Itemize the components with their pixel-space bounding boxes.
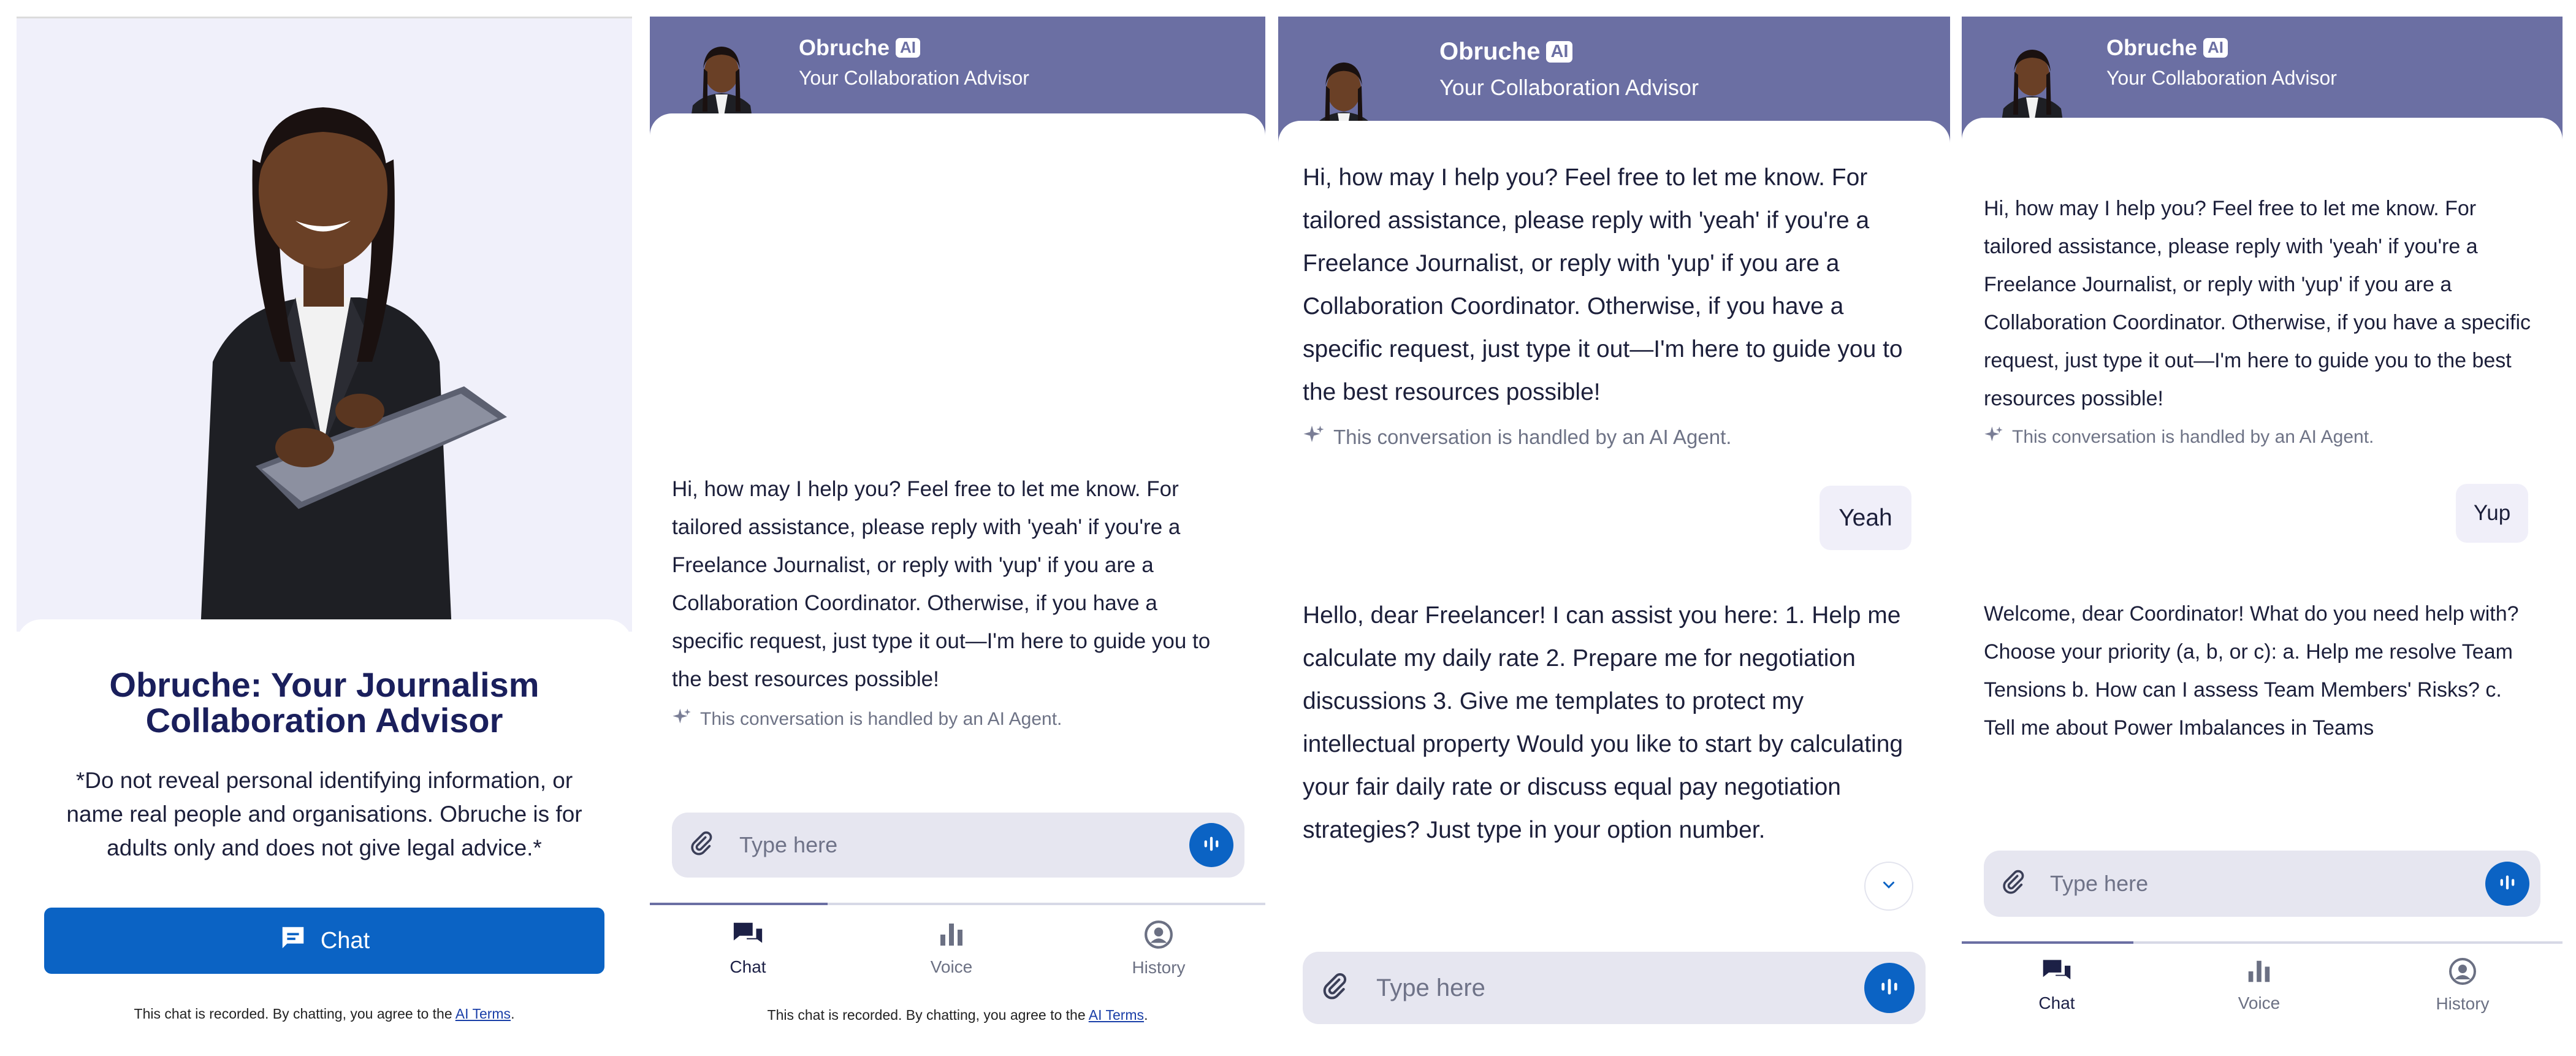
brand-name: Obruche — [2106, 35, 2198, 60]
advisor-subtitle: Your Collaboration Advisor — [2106, 67, 2337, 89]
bot-reply-message: Hello, dear Freelancer! I can assist you here: 1. Help me calculate my daily rate 2. Prepare me for negotiation discussions 3. Give me templates to protect my intellectual property Would you like to start by calculating your fair daily rate or discuss equal pay negotiation strategies? Just type in your option number. — [1303, 602, 1903, 843]
ai-agent-notice — [1303, 424, 1731, 451]
sparkle-icon — [1303, 424, 1325, 451]
chat-bubbles-icon — [731, 920, 764, 952]
voice-wave-icon — [1201, 833, 1222, 857]
ai-terms-link[interactable]: AI Terms — [1088, 1007, 1145, 1023]
chat-bubbles-icon — [2041, 957, 2073, 989]
voice-wave-icon — [2497, 872, 2518, 896]
user-message: Yeah — [1820, 486, 1911, 550]
recording-notice-end: . — [511, 1006, 515, 1022]
paperclip-icon[interactable] — [689, 832, 714, 859]
tab-chat[interactable] — [650, 905, 846, 991]
recording-notice — [17, 1006, 632, 1022]
brand-name: Obruche — [1439, 38, 1541, 65]
disclaimer-text: *Do not reveal personal identifying information, or name real people and organisations. Obruche is for adults only and does not give legal advice.* — [66, 768, 582, 860]
ai-agent-notice — [672, 707, 1062, 732]
tab-chat[interactable] — [1962, 944, 2152, 1027]
chat-screen-freelancer — [1278, 17, 1950, 1039]
advisor-name — [1439, 38, 1572, 66]
bot-greeting-message: Hi, how may I help you? Feel free to let me know. For tailored assistance, please reply with 'yeah' if you're a Freelance Journalist, or reply with 'yup' if you are a Collaboration Coordinator. Otherwise, if you have a specific request, just type it out—I'm here to guide you to the best resources possible! — [672, 477, 1211, 691]
advisor-subtitle: Your Collaboration Advisor — [799, 67, 1029, 89]
ai-agent-notice-text: This conversation is handled by an AI Agent. — [700, 709, 1062, 729]
tab-chat-label: Chat — [2038, 993, 2075, 1012]
advisor-name — [799, 35, 920, 61]
landing-title: Obruche: Your Journalism Collaboration Advisor — [109, 665, 539, 740]
chat-screen-coordinator — [1962, 17, 2563, 1039]
user-circle-icon — [2448, 957, 2477, 989]
message-input[interactable] — [1375, 952, 1846, 1024]
user-message: Yup — [2456, 484, 2528, 543]
message-input-bar — [1984, 851, 2540, 917]
chat-screen-initial — [650, 17, 1265, 1039]
brand-name: Obruche — [799, 35, 890, 60]
ai-agent-notice-text: This conversation is handled by an AI Agent. — [1333, 426, 1732, 448]
ai-badge: AI — [896, 38, 920, 58]
paperclip-icon[interactable] — [1321, 973, 1348, 1003]
ai-badge: AI — [1546, 41, 1572, 63]
advisor-name — [2106, 35, 2228, 61]
start-chat-button[interactable] — [44, 908, 604, 974]
bottom-tab-bar — [1962, 941, 2563, 1036]
recording-notice-end: . — [1144, 1007, 1148, 1023]
recording-notice — [650, 1007, 1265, 1023]
tab-chat-label: Chat — [730, 957, 766, 976]
tab-voice-label: Voice — [2238, 993, 2281, 1012]
message-input[interactable] — [738, 813, 1171, 878]
user-circle-icon — [1143, 919, 1174, 953]
tab-voice[interactable] — [2164, 944, 2354, 1027]
voice-button[interactable] — [1189, 823, 1233, 867]
bot-greeting-message: Hi, how may I help you? Feel free to let me know. For tailored assistance, please reply with 'yeah' if you're a Freelance Journalist, or reply with 'yup' if you are a Collaboration Coordinator. Otherwise, if you have a specific request, just type it out—I'm here to guide you to the best resources possible! — [1984, 197, 2531, 410]
sparkle-icon — [1984, 425, 2003, 450]
voice-button[interactable] — [1864, 963, 1915, 1013]
scroll-to-bottom-button[interactable] — [1864, 862, 1913, 911]
paperclip-icon[interactable] — [2001, 870, 2025, 898]
bottom-tab-bar — [650, 903, 1265, 1003]
bot-reply-message: Welcome, dear Coordinator! What do you need help with? Choose your priority (a, b, or c): a. Help me resolve Team Tensions b. How can I assess Team Members' Risks? c. Tell me about Power Imbalances in Teams — [1984, 602, 2519, 740]
tab-voice[interactable] — [853, 905, 1050, 991]
tab-voice-label: Voice — [930, 957, 973, 976]
recording-notice-text: This chat is recorded. By chatting, you agree to the — [767, 1007, 1089, 1023]
recording-notice-text: This chat is recorded. By chatting, you agree to the — [134, 1006, 455, 1022]
tab-history-label: History — [2436, 994, 2490, 1013]
message-input-bar — [1303, 952, 1926, 1024]
voice-button[interactable] — [2485, 862, 2529, 906]
ai-badge: AI — [2203, 38, 2228, 58]
ai-agent-notice-text: This conversation is handled by an AI Agent. — [2012, 427, 2374, 447]
message-input-bar — [672, 813, 1244, 878]
bot-greeting-message: Hi, how may I help you? Feel free to let me know. For tailored assistance, please reply with 'yeah' if you're a Freelance Journalist, or reply with 'yup' if you are a Collaboration Coordinator. Otherwise, if you have a specific request, just type it out—I'm here to guide you to the best resources possible! — [1303, 164, 1903, 405]
chat-button-label: Chat — [320, 927, 370, 954]
chevron-down-icon — [1880, 876, 1898, 897]
message-icon — [279, 924, 307, 958]
voice-wave-icon — [1878, 975, 1901, 1001]
tab-history-label: History — [1132, 957, 1186, 977]
ai-agent-notice — [1984, 425, 2374, 450]
ai-terms-link[interactable]: AI Terms — [455, 1006, 511, 1022]
tab-history[interactable] — [1061, 905, 1257, 991]
advisor-subtitle: Your Collaboration Advisor — [1439, 75, 1699, 100]
message-input[interactable] — [2049, 851, 2467, 917]
sparkle-icon — [672, 707, 692, 732]
bar-chart-icon — [937, 920, 966, 952]
bar-chart-icon — [2245, 957, 2273, 989]
tab-history[interactable] — [2368, 944, 2558, 1027]
advisor-hero-image — [17, 18, 632, 632]
landing-screen — [17, 17, 632, 1039]
